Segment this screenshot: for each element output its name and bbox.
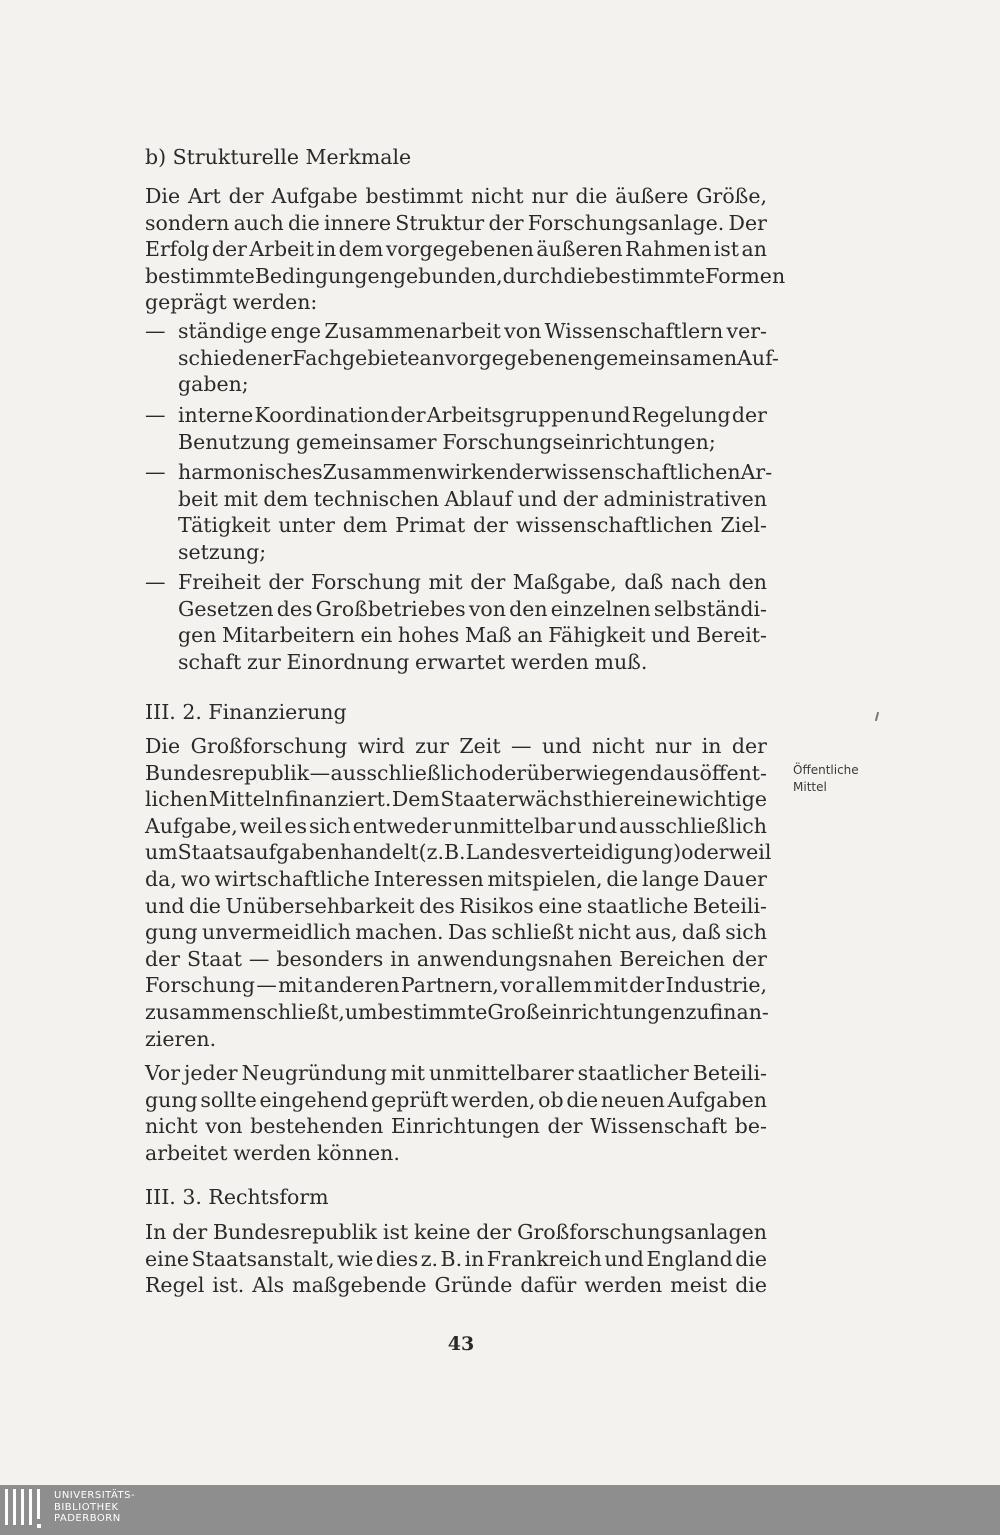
paragraph-line: Bundesrepublik — ausschließlich oder überwiegend aus öffent- xyxy=(145,760,767,785)
library-name-line-3: PADERBORN xyxy=(54,1513,121,1524)
bullet-line: Benutzung gemeinsamer Forschungseinrichtungen; xyxy=(178,429,716,454)
bullet-dash: — xyxy=(145,460,166,484)
library-logo-icon xyxy=(5,1489,47,1531)
bullet-line: Freiheit der Forschung mit der Maßgabe, daß nach den xyxy=(178,570,767,594)
paragraph-line: arbeitet werden können. xyxy=(145,1140,400,1165)
margin-note xyxy=(793,762,859,796)
paragraph-line: Erfolg der Arbeit in dem vorgegebenen äußeren Rahmen ist an xyxy=(145,237,767,262)
section-heading: III. 2. Finanzierung xyxy=(145,700,347,724)
paragraph-line: gung unvermeidlich machen. Das schließt nicht aus, daß sich xyxy=(145,920,767,945)
bullet-line: beit mit dem technischen Ablauf und der administrativen xyxy=(178,486,767,511)
section-heading: III. 3. Rechtsform xyxy=(145,1185,329,1209)
section-heading: b) Strukturelle Merkmale xyxy=(145,145,412,169)
bullet-line: harmonisches Zusammenwirken der wissenschaftlichen Ar- xyxy=(178,460,773,484)
paragraph-line: da, wo wirtschaftliche Interessen mitspielen, die lange Dauer xyxy=(145,867,767,891)
paragraph-line: zusammenschließt, um bestimmte Großeinrichtungen zu finan- xyxy=(145,1000,769,1024)
paragraph-line: und die Unübersehbarkeit des Risikos eine staatliche Beteili- xyxy=(145,893,767,918)
library-name xyxy=(54,1490,135,1525)
bullet-line: Gesetzen des Großbetriebes von den einzelnen selbständi- xyxy=(178,596,767,621)
paragraph-line: Regel ist. Als maßgebende Gründe dafür werden meist die xyxy=(145,1273,767,1298)
paragraph-line: In der Bundesrepublik ist keine der Großforschungsanlagen xyxy=(145,1220,767,1244)
margin-note-line-2: Mittel xyxy=(793,780,827,794)
text-column xyxy=(145,0,786,1330)
bullet-line: ständige enge Zusammenarbeit von Wissenschaftlern ver- xyxy=(178,319,767,343)
paragraph-line: bestimmte Bedingungen gebunden, durch die bestimmte Formen xyxy=(145,263,786,288)
margin-note-line-1: Öffentliche xyxy=(793,763,859,777)
library-footer xyxy=(0,1485,1000,1535)
paragraph-line: Die Art der Aufgabe bestimmt nicht nur die äußere Größe, xyxy=(145,184,767,208)
bullet-dash: — xyxy=(145,570,166,594)
page-number: 43 xyxy=(447,1333,475,1355)
library-name-line-2: BIBLIOTHEK xyxy=(54,1501,119,1513)
paragraph-line: Forschung — mit anderen Partnern, vor allem mit der Industrie, xyxy=(145,973,767,998)
library-name-line-1: UNIVERSITÄTS- xyxy=(54,1490,136,1501)
bullet-line: Tätigkeit unter dem Primat der wissenschaftlichen Ziel- xyxy=(178,513,767,538)
paragraph-line: zieren. xyxy=(145,1026,217,1051)
bullet-dash: — xyxy=(145,319,166,343)
bullet-dash: — xyxy=(145,403,166,427)
bullet-line: schiedener Fachgebiete an vorgegebenen gemeinsamen Auf- xyxy=(178,345,779,370)
paragraph-line: sondern auch die innere Struktur der Forschungsanlage. Der xyxy=(145,210,767,235)
margin-mark xyxy=(875,712,879,721)
paragraph-line: Die Großforschung wird zur Zeit — und nicht nur in der xyxy=(145,734,767,758)
paragraph-line: gung sollte eingehend geprüft werden, ob die neuen Aufgaben xyxy=(145,1087,767,1112)
paragraph-line: der Staat — besonders in anwendungsnahen Bereichen der xyxy=(145,946,767,971)
paragraph-line: Aufgabe, weil es sich entweder unmittelbar und ausschließlich xyxy=(145,813,767,838)
paragraph-line: um Staatsaufgaben handelt (z. B. Landesverteidigung) oder weil xyxy=(145,840,772,865)
bullet-line: interne Koordination der Arbeitsgruppen und Regelung der xyxy=(178,403,767,427)
bullet-line: schaft zur Einordnung erwartet werden muß. xyxy=(178,649,648,674)
paragraph-line: lichen Mitteln finanziert. Dem Staat erwächst hier eine wichtige xyxy=(145,787,767,812)
paragraph-line: Vor jeder Neugründung mit unmittelbarer staatlicher Beteili- xyxy=(145,1061,767,1085)
bullet-line: gaben; xyxy=(178,372,249,397)
paragraph-line: nicht von bestehenden Einrichtungen der Wissenschaft be- xyxy=(145,1114,767,1139)
bullet-line: gen Mitarbeitern ein hohes Maß an Fähigkeit und Bereit- xyxy=(178,623,767,648)
paragraph-line: eine Staatsanstalt, wie dies z. B. in Frankreich und England die xyxy=(145,1246,767,1271)
paragraph-line: geprägt werden: xyxy=(145,290,318,315)
bullet-line: setzung; xyxy=(178,539,267,564)
